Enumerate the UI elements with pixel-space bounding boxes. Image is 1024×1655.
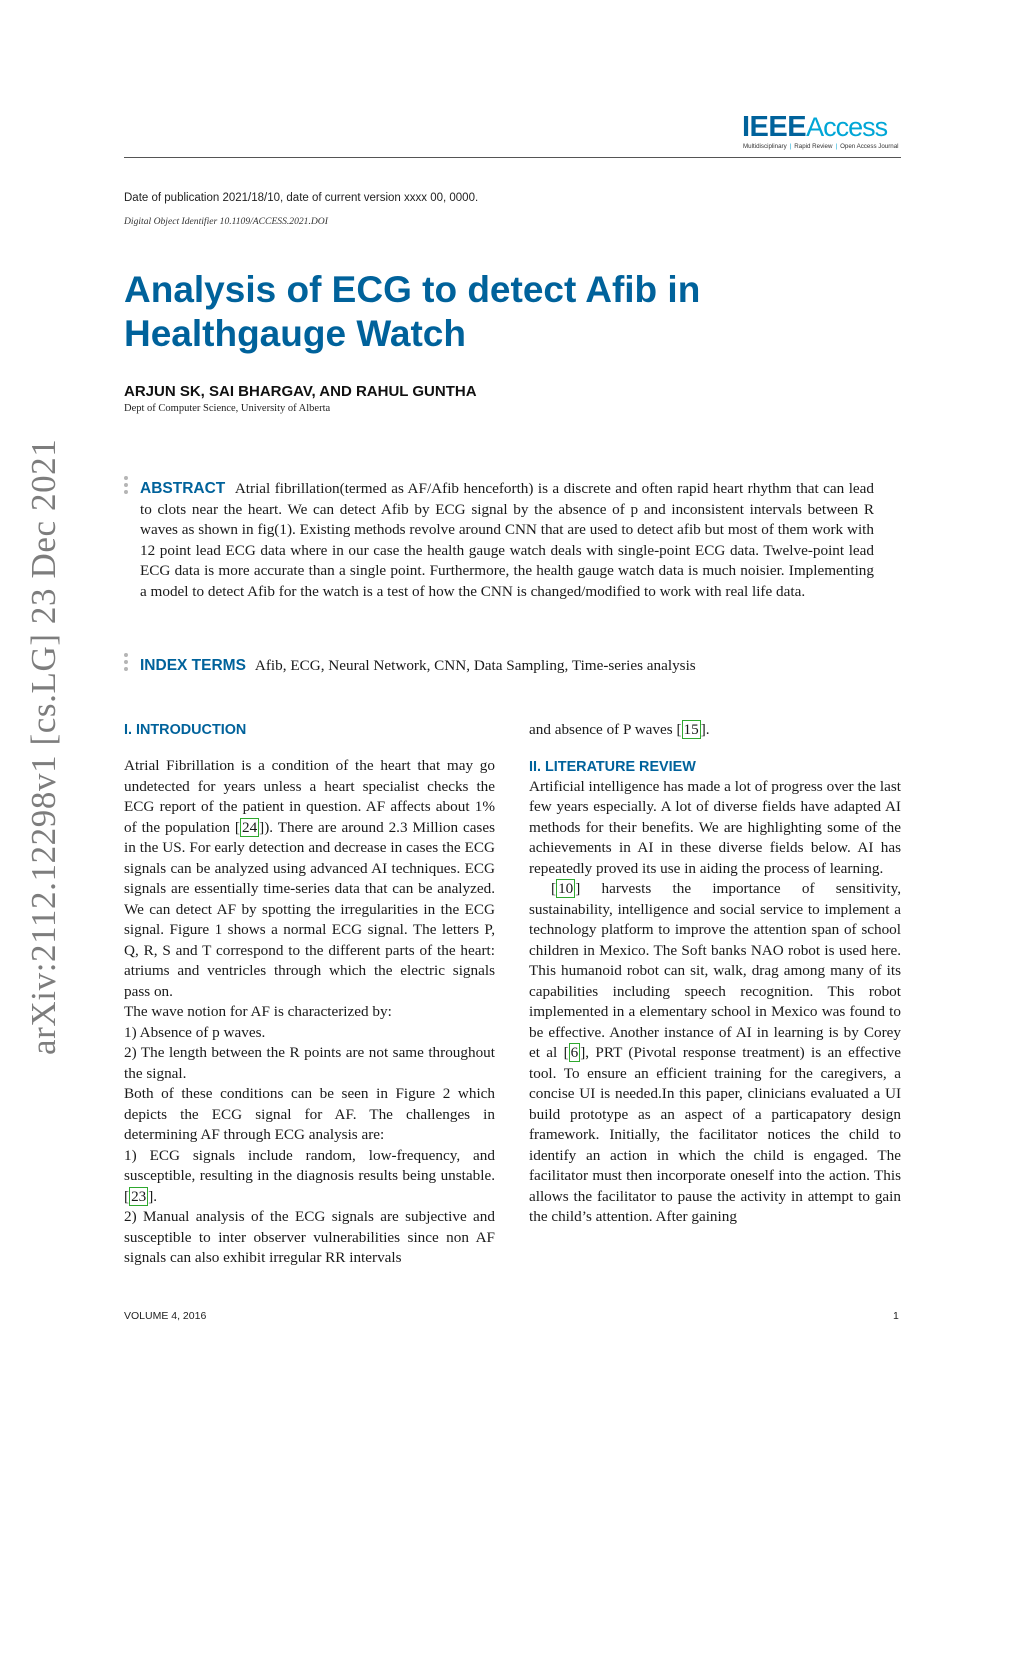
abstract-label: ABSTRACT <box>140 480 226 497</box>
abstract-text: Atrial fibrillation(termed as AF/Afib henceforth) is a discrete and often rapid heart rhythm that can lead to clots near the heart. We can detect Afib by ECG signal by the absence of p and inconsistent intervals between R waves as shown in fig(1). Existing methods revolve around CNN that are used to detect afib but most of them work with 12 point lead ECG data where in our case the health gauge watch deals with single-point ECG data. Twelve-point lead ECG data is more accurate than a single point. Furthermore, the health gauge watch data is much noisier. Implementing a model to detect Afib for the watch is a test of how the CNN is changed/modified to work with real life data. <box>140 480 874 600</box>
abstract <box>140 479 874 603</box>
index-terms-text: Afib, ECG, Neural Network, CNN, Data Sampling, Time-series analysis <box>254 657 696 674</box>
intro-list-item: 1) Absence of p waves. <box>124 1023 266 1041</box>
abstract-marker-dots <box>124 476 130 497</box>
logo-tagline-item: Open Access Journal <box>840 143 899 150</box>
arxiv-stamp-wrapper <box>24 438 64 1655</box>
section-heading-introduction: I. INTRODUCTION <box>124 722 247 738</box>
section-heading-literature-review: II. LITERATURE REVIEW <box>529 758 696 775</box>
author-list: ARJUN SK, SAI BHARGAV, AND RAHUL GUNTHA <box>124 383 477 400</box>
logo-ieee-text: IEEE <box>742 111 807 143</box>
header-divider <box>124 157 901 158</box>
index-terms-label: INDEX TERMS <box>140 657 246 674</box>
citation-link[interactable]: 15 <box>683 721 699 738</box>
publication-date: Date of publication 2021/18/10, date of current version xxxx 00, 0000. <box>124 192 479 204</box>
logo-tagline: Multidisciplinary | Rapid Review | Open Access Journal <box>743 143 899 150</box>
paper-title: Analysis of ECG to detect Afib in Healthgauge Watch <box>124 269 701 354</box>
lit-review-paragraph-2: [ 10 ] harvests the importance of sensitivity, sustainability, intelligence and social service to implement a technology platform to improve the attention span of school children in Mexico. The Soft banks NAO robot is used here. This humanoid robot can sit, walk, drag among many of its capabilities including speech recognition. This robot implemented in a elementary school in Mexico was found to be effective. Another instance of AI in learning is by Corey et al [ 6 ], PRT (Pivotal response treatment) is an effective tool. To ensure an efficient training for the caregivers, a concise UI is needed.In this paper, clinicians evaluated a UI build prototype as an aspect of a particapatory design framework. Initially, the facilitator notices the child to identify an action in which the child is engaged. The facilitator must then incorporate oneself into the action. This allows the facilitator to pause the activity in attempt to gain the child’s attention. After gaining <box>529 880 901 1225</box>
footer-volume: VOLUME 4, 2016 <box>124 1310 207 1322</box>
arxiv-stamp: arXiv:2112.12298v1 [cs.LG] 23 Dec 2021 <box>24 438 63 1055</box>
citation-link[interactable]: 6 <box>570 1044 579 1061</box>
intro-paragraph-1: Atrial Fibrillation is a condition of the heart that may go undetected for years unless a heart specialist checks the ECG report of the patient in question. AF affects about 1% of the population [ 24 ]). There are around 2.3 Million cases in the US. For early detection and decrease in cases the ECG signals can be analyzed using advanced AI techniques. ECG signals are essentially time-series data that can be analyzed. We can detect AF by spotting the irregularities in the ECG signal. Figure 1 shows a normal ECG signal. The letters P, Q, R, S and T correspond to the different parts of the heart: atriums and ventricles through which the electric signals pass on. <box>124 757 495 1000</box>
intro-paragraph-3: Both of these conditions can be seen in Figure 2 which depicts the ECG signal for AF. The challenges in determining AF through ECG analysis are: <box>124 1085 495 1143</box>
logo-access-text: Access <box>806 112 888 142</box>
logo-tagline-item: Rapid Review <box>794 143 833 150</box>
lit-review-paragraph-1: Artificial intelligence has made a lot of progress over the last few years especially. A lot of diverse fields have adapted AI methods for their benefits. We are highlighting some of the achievements in AI in these diverse fields below. AI has repeatedly proved its use in aiding the process of learning. <box>529 777 901 877</box>
ieee-access-logo <box>742 112 902 152</box>
intro-list-item: 1) ECG signals include random, low-frequency, and susceptible, resulting in the diagnosis results being unstable. [ 23 ]. <box>124 1146 495 1205</box>
affiliation: Dept of Computer Science, University of Alberta <box>124 403 331 414</box>
citation-link[interactable]: 23 <box>131 1187 147 1205</box>
footer-page-number: 1 <box>893 1310 899 1322</box>
intro-list-item: 2) Manual analysis of the ECG signals are subjective and susceptible to inter observer vulnerabilities since non AF signals can also exhibit irregular RR intervals <box>124 1208 495 1266</box>
citation-link[interactable]: 24 <box>241 818 258 836</box>
intro-paragraph-2: The wave notion for AF is characterized by: <box>124 1003 392 1020</box>
index-terms-marker-dots <box>124 653 130 674</box>
doi-line: Digital Object Identifier 10.1109/ACCESS.2021.DOI <box>124 216 328 227</box>
right-column <box>529 720 901 1228</box>
logo-tagline-item: Multidisciplinary <box>743 143 787 150</box>
index-terms <box>140 656 880 676</box>
intro-continuation: and absence of P waves [ 15 ]. <box>529 721 710 738</box>
left-column <box>124 720 495 1269</box>
citation-link[interactable]: 10 <box>558 880 574 897</box>
logo-wordmark <box>742 112 887 147</box>
intro-list-item: 2) The length between the R points are not same throughout the signal. <box>124 1044 495 1082</box>
